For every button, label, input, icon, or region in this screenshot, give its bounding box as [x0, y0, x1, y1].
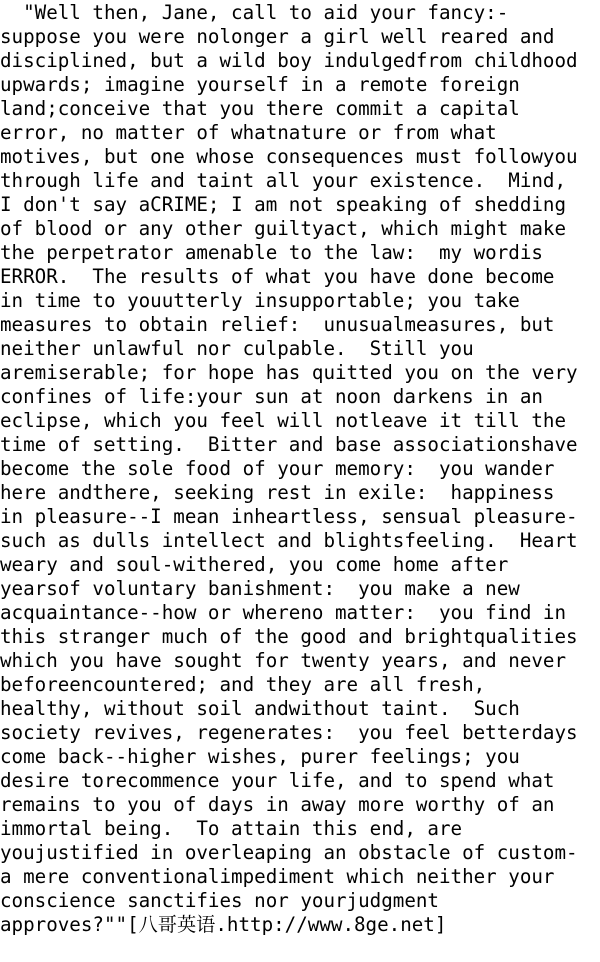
- text-line: of blood or any other guiltyact, which might make: [0, 217, 567, 240]
- text-line: immortal being. To attain this end, are: [0, 817, 463, 840]
- text-line: through life and taint all your existence. Mind,: [0, 169, 567, 192]
- text-line: conscience sanctifies nor yourjudgment: [0, 889, 439, 912]
- text-line: this stranger much of the good and brightqualities: [0, 625, 578, 648]
- text-line: I don't say aCRIME; I am not speaking of shedding: [0, 193, 567, 216]
- text-line: ERROR. The results of what you have done become: [0, 265, 555, 288]
- text-line: in time to youutterly insupportable; you take: [0, 289, 520, 312]
- text-line: desire torecommence your life, and to spend what: [0, 769, 555, 792]
- text-line: in pleasure--I mean inheartless, sensual pleasure-: [0, 505, 578, 528]
- text-line: disciplined, but a wild boy indulgedfrom childhood: [0, 49, 578, 72]
- text-line: youjustified in overleaping an obstacle of custom-: [0, 841, 578, 864]
- text-line: society revives, regenerates: you feel betterdays: [0, 721, 578, 744]
- text-line: become the sole food of your memory: you wander: [0, 457, 555, 480]
- text-line: such as dulls intellect and blightsfeeling. Heart: [0, 529, 578, 552]
- text-line: motives, but one whose consequences must followyou: [0, 145, 578, 168]
- text-line: beforeencountered; and they are all fresh,: [0, 673, 486, 696]
- text-line: error, no matter of whatnature or from what: [0, 121, 497, 144]
- text-line: come back--higher wishes, purer feelings; you: [0, 745, 520, 768]
- text-line: remains to you of days in away more worthy of an: [0, 793, 555, 816]
- text-line: suppose you were nolonger a girl well reared and: [0, 25, 555, 48]
- text-line: neither unlawful nor culpable. Still you: [0, 337, 474, 360]
- text-line: "Well then, Jane, call to aid your fancy:-: [0, 1, 509, 24]
- text-line: yearsof voluntary banishment: you make a new: [0, 577, 520, 600]
- text-line: a mere conventionalimpediment which neither your: [0, 865, 555, 888]
- text-line: aremiserable; for hope has quitted you on the very: [0, 361, 578, 384]
- text-line: time of setting. Bitter and base associationshave: [0, 433, 578, 456]
- text-line: confines of life:your sun at noon darkens in an: [0, 385, 543, 408]
- text-line: land;conceive that you there commit a capital: [0, 97, 520, 120]
- text-line: the perpetrator amenable to the law: my wordis: [0, 241, 543, 264]
- text-line: eclipse, which you feel will notleave it till the: [0, 409, 567, 432]
- text-line-source: approves?""[八哥英语.http://www.8ge.net]: [0, 913, 447, 936]
- text-line: acquaintance--how or whereno matter: you find in: [0, 601, 567, 624]
- text-line: measures to obtain relief: unusualmeasures, but: [0, 313, 555, 336]
- text-line: which you have sought for twenty years, and never: [0, 649, 567, 672]
- text-line: healthy, without soil andwithout taint. Such: [0, 697, 520, 720]
- text-line: upwards; imagine yourself in a remote foreign: [0, 73, 520, 96]
- passage-text: [0, 1, 600, 937]
- text-line: here andthere, seeking rest in exile: happiness: [0, 481, 555, 504]
- text-line: weary and soul-withered, you come home after: [0, 553, 509, 576]
